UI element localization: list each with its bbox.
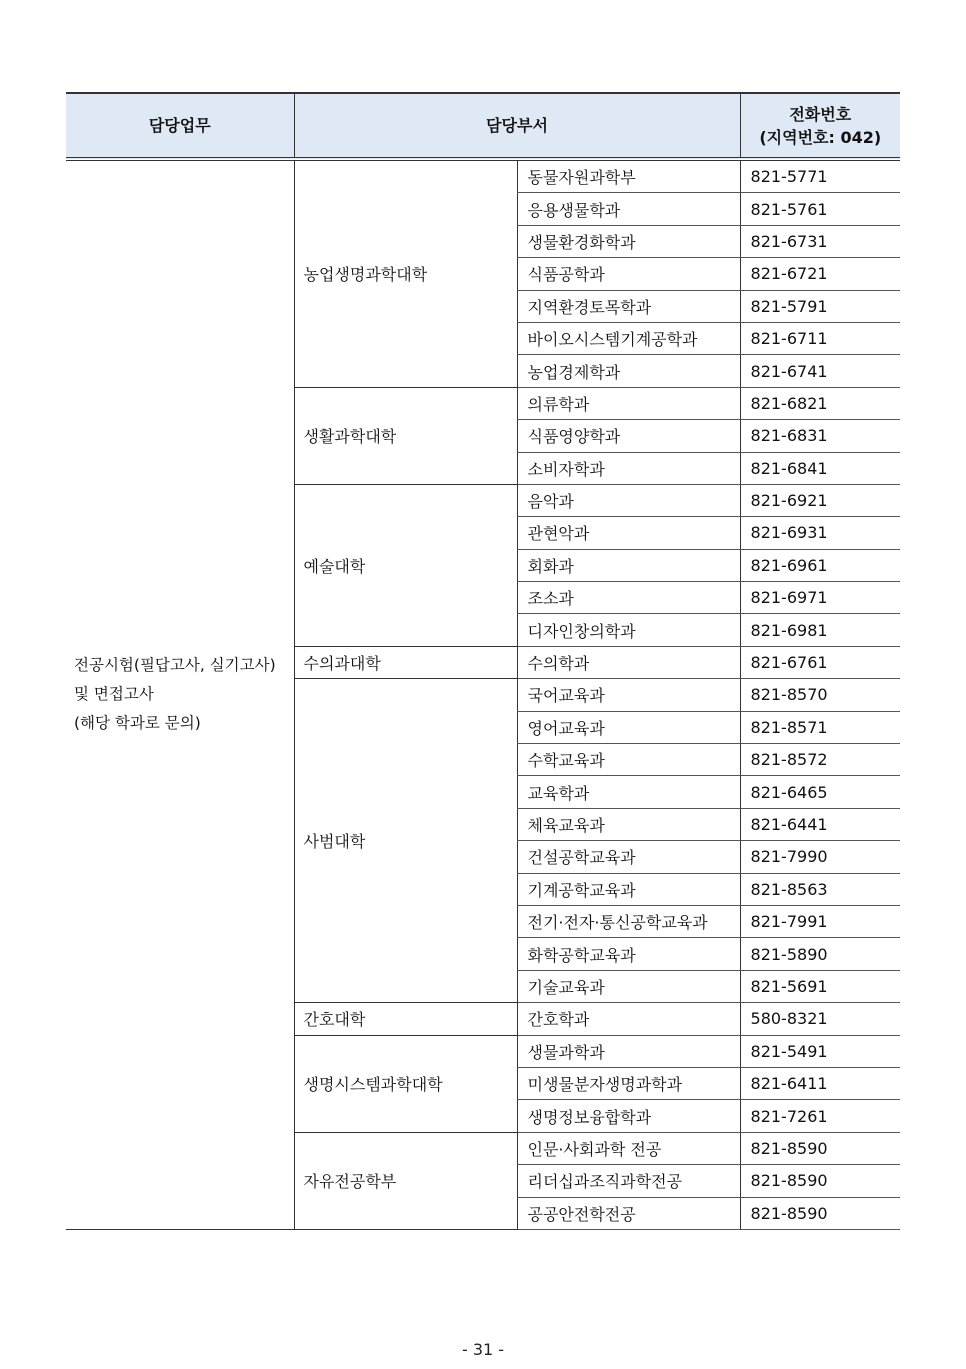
header-phone-label: 전화번호 xyxy=(789,104,852,124)
department-name: 기술교육과 xyxy=(517,970,740,1002)
department-name: 관현악과 xyxy=(517,517,740,549)
phone-number: 821-5771 xyxy=(740,159,900,193)
college-name: 생명시스템과학대학 xyxy=(294,1035,517,1132)
duty-cell xyxy=(66,159,294,1229)
department-name: 소비자학과 xyxy=(517,452,740,484)
duty-text: (해당 학과로 문의) xyxy=(74,714,201,733)
phone-number: 821-6711 xyxy=(740,322,900,354)
phone-number: 821-8590 xyxy=(740,1165,900,1197)
header-duty: 담당업무 xyxy=(66,93,294,159)
phone-number: 821-6971 xyxy=(740,582,900,614)
department-name: 디자인창의학과 xyxy=(517,614,740,646)
header-phone xyxy=(740,93,900,159)
department-name: 기계공학교육과 xyxy=(517,873,740,905)
department-name: 식품영양학과 xyxy=(517,420,740,452)
phone-number: 821-8590 xyxy=(740,1132,900,1164)
phone-number: 821-6721 xyxy=(740,258,900,290)
department-name: 식품공학과 xyxy=(517,258,740,290)
college-name: 농업생명과학대학 xyxy=(294,159,517,387)
phone-number: 821-6921 xyxy=(740,484,900,516)
department-name: 음악과 xyxy=(517,484,740,516)
college-name: 예술대학 xyxy=(294,484,517,646)
header-area-code: (지역번호: 042) xyxy=(759,127,882,147)
department-name: 바이오시스템기계공학과 xyxy=(517,322,740,354)
department-name: 교육학과 xyxy=(517,776,740,808)
department-name: 화학공학교육과 xyxy=(517,938,740,970)
department-name: 동물자원과학부 xyxy=(517,159,740,193)
department-name: 생명정보융합학과 xyxy=(517,1100,740,1132)
department-name: 조소과 xyxy=(517,582,740,614)
department-name: 국어교육과 xyxy=(517,679,740,711)
phone-number: 580-8321 xyxy=(740,1003,900,1035)
phone-number: 821-8570 xyxy=(740,679,900,711)
phone-number: 821-6761 xyxy=(740,646,900,678)
college-name: 사범대학 xyxy=(294,679,517,1003)
department-name: 수의학과 xyxy=(517,646,740,678)
department-name: 전기·전자·통신공학교육과 xyxy=(517,905,740,937)
department-name: 회화과 xyxy=(517,549,740,581)
phone-number: 821-6411 xyxy=(740,1067,900,1099)
department-name: 농업경제학과 xyxy=(517,355,740,387)
duty-text: 및 면접고사 xyxy=(74,685,154,704)
college-name: 수의과대학 xyxy=(294,646,517,678)
phone-number: 821-5691 xyxy=(740,970,900,1002)
phone-number: 821-6841 xyxy=(740,452,900,484)
department-name: 영어교육과 xyxy=(517,711,740,743)
phone-number: 821-6931 xyxy=(740,517,900,549)
phone-number: 821-8590 xyxy=(740,1197,900,1229)
college-name: 자유전공학부 xyxy=(294,1132,517,1229)
table-body xyxy=(66,159,900,1229)
department-name: 건설공학교육과 xyxy=(517,841,740,873)
duty-text: 전공시험(필답고사, 실기고사) xyxy=(74,656,276,675)
phone-number: 821-5791 xyxy=(740,290,900,322)
phone-number: 821-7261 xyxy=(740,1100,900,1132)
contact-table xyxy=(66,92,900,1230)
phone-number: 821-7991 xyxy=(740,905,900,937)
phone-number: 821-6961 xyxy=(740,549,900,581)
department-name: 생물환경화학과 xyxy=(517,225,740,257)
table-row xyxy=(66,159,900,193)
phone-number: 821-5890 xyxy=(740,938,900,970)
department-name: 리더십과조직과학전공 xyxy=(517,1165,740,1197)
phone-number: 821-6441 xyxy=(740,808,900,840)
phone-number: 821-8572 xyxy=(740,744,900,776)
table-header-row xyxy=(66,93,900,159)
phone-number: 821-5491 xyxy=(740,1035,900,1067)
phone-number: 821-6981 xyxy=(740,614,900,646)
phone-number: 821-6831 xyxy=(740,420,900,452)
phone-number: 821-8563 xyxy=(740,873,900,905)
college-name: 생활과학대학 xyxy=(294,387,517,484)
department-name: 간호학과 xyxy=(517,1003,740,1035)
phone-number: 821-6741 xyxy=(740,355,900,387)
phone-number: 821-5761 xyxy=(740,193,900,225)
header-dept: 담당부서 xyxy=(294,93,740,159)
department-name: 공공안전학전공 xyxy=(517,1197,740,1229)
department-name: 생물과학과 xyxy=(517,1035,740,1067)
department-name: 미생물분자생명과학과 xyxy=(517,1067,740,1099)
department-name: 지역환경토목학과 xyxy=(517,290,740,322)
phone-number: 821-7990 xyxy=(740,841,900,873)
department-name: 체육교육과 xyxy=(517,808,740,840)
department-name: 수학교육과 xyxy=(517,744,740,776)
college-name: 간호대학 xyxy=(294,1003,517,1035)
phone-number: 821-6731 xyxy=(740,225,900,257)
phone-number: 821-8571 xyxy=(740,711,900,743)
phone-number: 821-6821 xyxy=(740,387,900,419)
department-name: 인문·사회과학 전공 xyxy=(517,1132,740,1164)
department-name: 응용생물학과 xyxy=(517,193,740,225)
page-number: - 31 - xyxy=(461,1340,505,1359)
department-name: 의류학과 xyxy=(517,387,740,419)
phone-number: 821-6465 xyxy=(740,776,900,808)
